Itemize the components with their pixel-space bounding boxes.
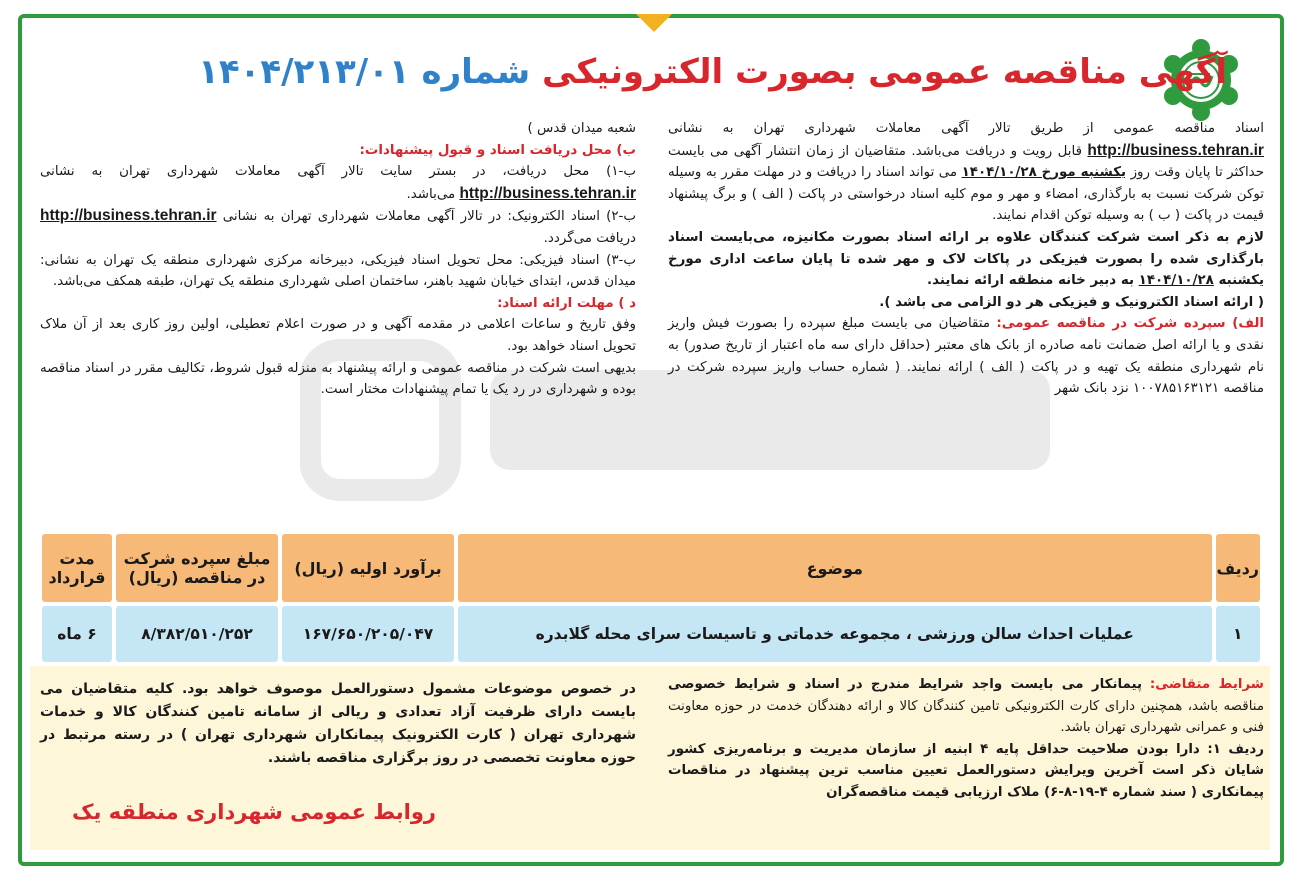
intro-paragraph-3: ( ارائه اسناد الکترونیک و فیزیکی هر دو الزامی می باشد ).: [879, 294, 1264, 310]
title-number: شماره ۱۴۰۴/۲۱۳/۰۱: [198, 52, 531, 92]
header-subject: موضوع: [458, 534, 1212, 602]
title-main: آگهی مناقصه عمومی بصورت الکترونیکی: [542, 52, 1227, 92]
cell-estimate: ۱۶۷/۶۵۰/۲۰۵/۰۴۷: [282, 606, 454, 662]
b2-link[interactable]: http://business.tehran.ir: [40, 207, 217, 225]
row1-qualification: ردیف ۱: دارا بودن صلاحیت حداقل پایه ۴ ابنیه از سازمان مدیریت و برنامه‌ریزی کشور شایان ذکر است آخرین ویرایش دستورالعمل تعیین مناسب ترین پیشنهاد در مناقصات پیمانکاری ( سند شماره ۴-۱۹-۸-۶) ملاک ارزیابی قیمت مناقصه‌گران: [668, 741, 1264, 800]
cell-duration: ۶ ماه: [42, 606, 112, 662]
intro-column: [668, 118, 1264, 400]
header-duration: مدت قرارداد: [42, 534, 112, 602]
page-title: [200, 44, 1227, 100]
business-link[interactable]: http://business.tehran.ir: [1087, 141, 1264, 159]
d-paragraph: وفق تاریخ و ساعات اعلامی در مقدمه آگهی و در صورت اعلام تعطیلی، اولین روز کاری بعد از آن ملاک تحویل اسناد خواهد بود.: [40, 317, 636, 354]
bank-branch: شعبه میدان قدس ): [527, 121, 636, 136]
table-header-row: [42, 534, 1260, 602]
conditions-left-column: [40, 678, 636, 770]
b2-paragraph: ب-۲) اسناد الکترونیک: در تالار آگهی معاملات شهرداری تهران به نشانی http://business.tehran.ir دریافت می‌گردد.: [40, 207, 636, 246]
deadline-date: یکشنبه مورخ ۱۴۰۴/۱۰/۲۸: [961, 165, 1127, 181]
conditions-label: شرایط متقاضی:: [1149, 677, 1264, 692]
footer-signature: روابط عمومی شهرداری منطقه یک: [72, 800, 436, 824]
left-column: [40, 118, 636, 401]
b1-link[interactable]: http://business.tehran.ir: [459, 184, 636, 202]
section-d-title: د ) مهلت ارائه اسناد:: [497, 295, 636, 311]
note-paragraph: بدیهی است شرکت در مناقصه عمومی و ارائه پیشنهاد به منزله قبول شروط، تکالیف مقرر در اسناد مناقصه بوده و شهرداری در رد یک یا تمام پیشنهادات مختار است.: [40, 360, 636, 398]
b1-paragraph: ب-۱) محل دریافت، در بستر سایت تالار آگهی معاملات شهرداری تهران به نشانی http://business.tehran.ir می‌باشد.: [40, 164, 636, 202]
top-marker-triangle: [636, 14, 672, 32]
cell-deposit: ۸/۳۸۲/۵۱۰/۲۵۲: [116, 606, 278, 662]
tender-table: [38, 530, 1264, 666]
deposit-paragraph: الف) سپرده شرکت در مناقصه عمومی: متقاضیان می بایست مبلغ سپرده را بصورت فیش واریز نقدی و یا ارائه اصل ضمانت نامه صادره از بانک های معتبر (حداقل دارای سه ماه اعتبار از تاریخ صدور) به نام شهرداری منطقه یک تهیه و در پاکت ( الف ) ارائه نمایند. ( شماره حساب واریز سپرده شرکت در مناقصه ۱۰۰۷۸۵۱۶۳۱۲۱ نزد بانک شهر: [668, 316, 1264, 397]
deposit-label: الف) سپرده شرکت در مناقصه عمومی:: [996, 316, 1264, 332]
conditions-column: [668, 674, 1264, 804]
intro-paragraph-2: لازم به ذکر است شرکت کنندگان علاوه بر ارائه اسناد بصورت مکانیزه، می‌بایست اسناد بارگذاری شده را بصورت فیزیکی در پاکات لاک و مهر شده تا پایان ساعت اداری مورخ یکشنبه ۱۴۰۴/۱۰/۲۸ به دبیر خانه منطقه ارائه نمایند.: [668, 229, 1264, 289]
header-row-number: ردیف: [1216, 534, 1260, 602]
cell-subject: عملیات احداث سالن ورزشی ، مجموعه خدماتی و تاسیسات سرای محله گلابدره: [458, 606, 1212, 662]
table-row: [42, 606, 1260, 662]
section-b-title: ب) محل دریافت اسناد و قبول پیشنهادات:: [359, 142, 636, 158]
conditions-left-paragraph: در خصوص موضوعات مشمول دستورالعمل موصوف خواهد بود. کلیه متقاضیان می بایست دارای ظرفیت آزاد تعدادی و ریالی از سامانه تامین کنندگان کالا و خدمات شهرداری تهران ( کارت الکترونیک پیمانکاران شهرداری تهران ) در رسته مرتبط در حوزه معاونت تخصصی در روز برگزاری مناقصه باشند.: [40, 681, 636, 766]
header-estimate: برآورد اولیه (ریال): [282, 534, 454, 602]
intro-paragraph-1: اسناد مناقصه عمومی از طریق تالار آگهی معاملات شهرداری تهران به نشانی http://business.tehran.ir قابل رویت و دریافت می‌باشد. متقاضیان از زمان انتشار آگهی می بایست حداکثر تا پایان وقت روز یکشنبه مورخ ۱۴۰۴/۱۰/۲۸ می تواند اسناد را دریافت و در مهلت مقرر به وسیله توکن شرکت نسبت به بارگذاری، امضاء و مهر و موم کلیه اسناد درخواستی در پاکت ( الف ) و برگ پیشنهاد قیمت در پاکت ( ب ) به وسیله توکن اقدام نمایند.: [668, 121, 1264, 224]
header-deposit: مبلغ سپرده شرکت در مناقصه (ریال): [116, 534, 278, 602]
cell-row-number: ۱: [1216, 606, 1260, 662]
b3-paragraph: ب-۳) اسناد فیزیکی: محل تحویل اسناد فیزیکی، دبیرخانه مرکزی شهرداری منطقه یک تهران به نشانی: میدان قدس، ابتدای خیابان شهید باهنر، ساختمان اصلی شهرداری منطقه یک تهران، طبقه همکف می‌باشد.: [40, 252, 636, 290]
conditions-paragraph: شرایط متقاضی: پیمانکار می بایست واجد شرایط مندرج در اسناد و شرایط خصوصی مناقصه باشد، همچنین دارای کارت الکترونیکی تامین کنندگان کالا و ارائه دهندگان خدمت در حوزه معاونت فنی و عمرانی شهرداری تهران باشد.: [668, 677, 1264, 736]
